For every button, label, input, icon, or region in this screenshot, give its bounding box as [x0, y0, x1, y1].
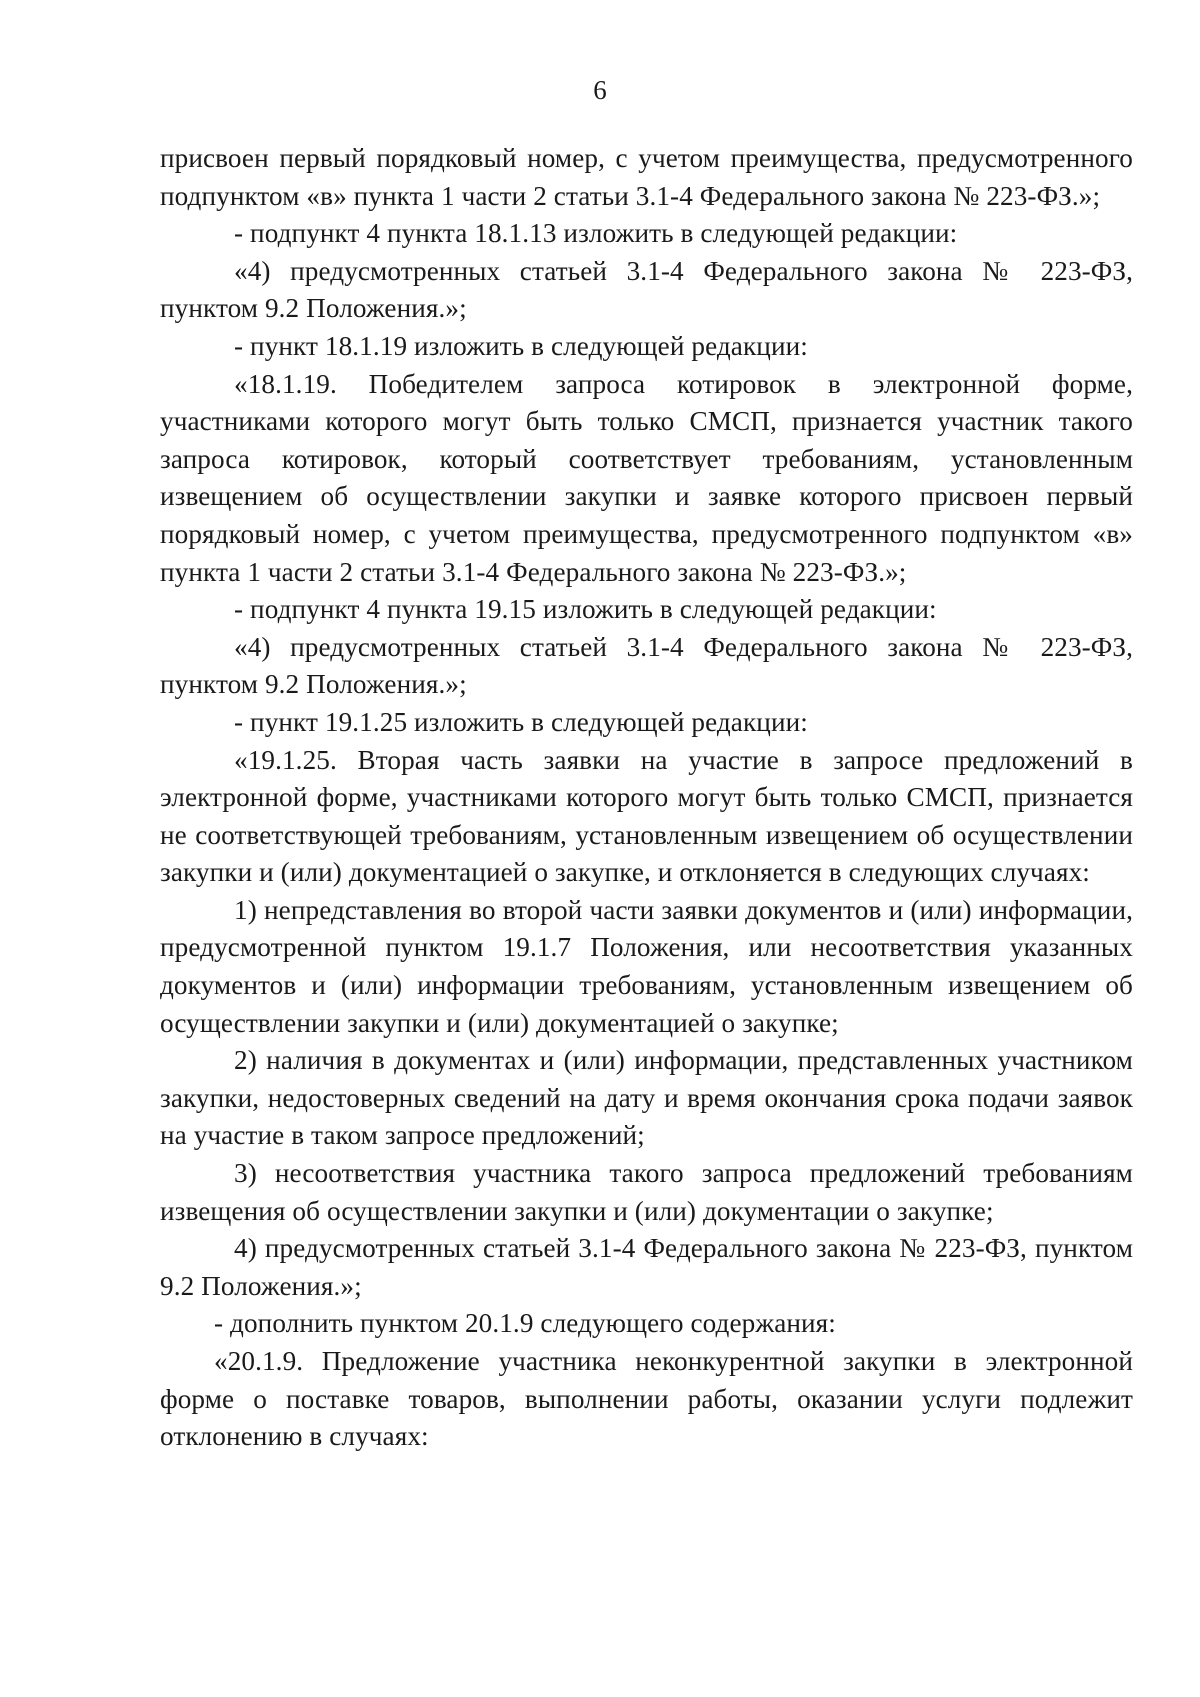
- paragraph-amendment-18-1-13: - подпункт 4 пункта 18.1.13 изложить в следующей редакции:: [234, 218, 958, 249]
- page-number: 6: [593, 75, 607, 105]
- paragraph-amendment-20-1-9: - дополнить пунктом 20.1.9 следующего содержания:: [214, 1308, 836, 1339]
- paragraph-amendment-19-15: - подпункт 4 пункта 19.15 изложить в следующей редакции:: [234, 594, 937, 625]
- paragraph-continuation: присвоен первый порядковый номер, с учетом преимущества, предусмотренного подпунктом «в» пункта 1 части 2 статьи 3.1-4 Федерального закона № 223-ФЗ.»;: [160, 143, 1133, 211]
- paragraph-item-2: 2) наличия в документах и (или) информации, представленных участником закупки, недостоверных сведений на дату и время окончания срока подачи заявок на участие в таком запросе предложений;: [160, 1045, 1133, 1151]
- paragraph-item-1: 1) непредставления во второй части заявки документов и (или) информации, предусмотренной пунктом 19.1.7 Положения, или несоответствия указанных документов и (или) информации требованиям, установленным извещением об осуществлении закупки и (или) документацией о закупке;: [160, 894, 1133, 1038]
- paragraph-item-4: «4) предусмотренных статьей 3.1-4 Федерального закона № 223-ФЗ, пунктом 9.2 Положения.»;: [160, 255, 1133, 324]
- paragraph-20-1-9: «20.1.9. Предложение участника неконкурентной закупки в электронной форме о поставке товаров, выполнении работы, оказании услуги подлежит отклонению в случаях:: [160, 1346, 1133, 1452]
- paragraph-amendment-19-1-25: - пункт 19.1.25 изложить в следующей редакции:: [234, 706, 808, 737]
- paragraph-19-1-25: «19.1.25. Вторая часть заявки на участие в запросе предложений в электронной форме, участниками которого могут быть только СМСП, признается не соответствующей требованиям, установленным извещением об осуществлении закупки и (или) документацией о закупке, и отклоняется в следующих случаях:: [160, 744, 1133, 888]
- paragraph-item-3: 3) несоответствия участника такого запроса предложений требованиям извещения об осуществлении закупки и (или) документации о закупке;: [160, 1158, 1133, 1226]
- document-body: [160, 140, 1133, 1456]
- paragraph-item-4: 4) предусмотренных статьей 3.1-4 Федерального закона № 223-ФЗ, пунктом 9.2 Положения.»;: [160, 1233, 1133, 1301]
- paragraph-18-1-19: «18.1.19. Победителем запроса котировок в электронной форме, участниками которого могут быть только СМСП, признается участник такого запроса котировок, который соответствует требованиям, установленным извещением об осуществлении закупки и заявке которого присвоен первый порядковый номер, с учетом преимущества, предусмотренного подпунктом «в» пункта 1 части 2 статьи 3.1-4 Федерального закона № 223-ФЗ.»;: [160, 368, 1133, 587]
- paragraph-amendment-18-1-19: - пункт 18.1.19 изложить в следующей редакции:: [234, 330, 808, 361]
- paragraph-item-4: «4) предусмотренных статьей 3.1-4 Федерального закона № 223-ФЗ, пунктом 9.2 Положения.»;: [160, 631, 1133, 700]
